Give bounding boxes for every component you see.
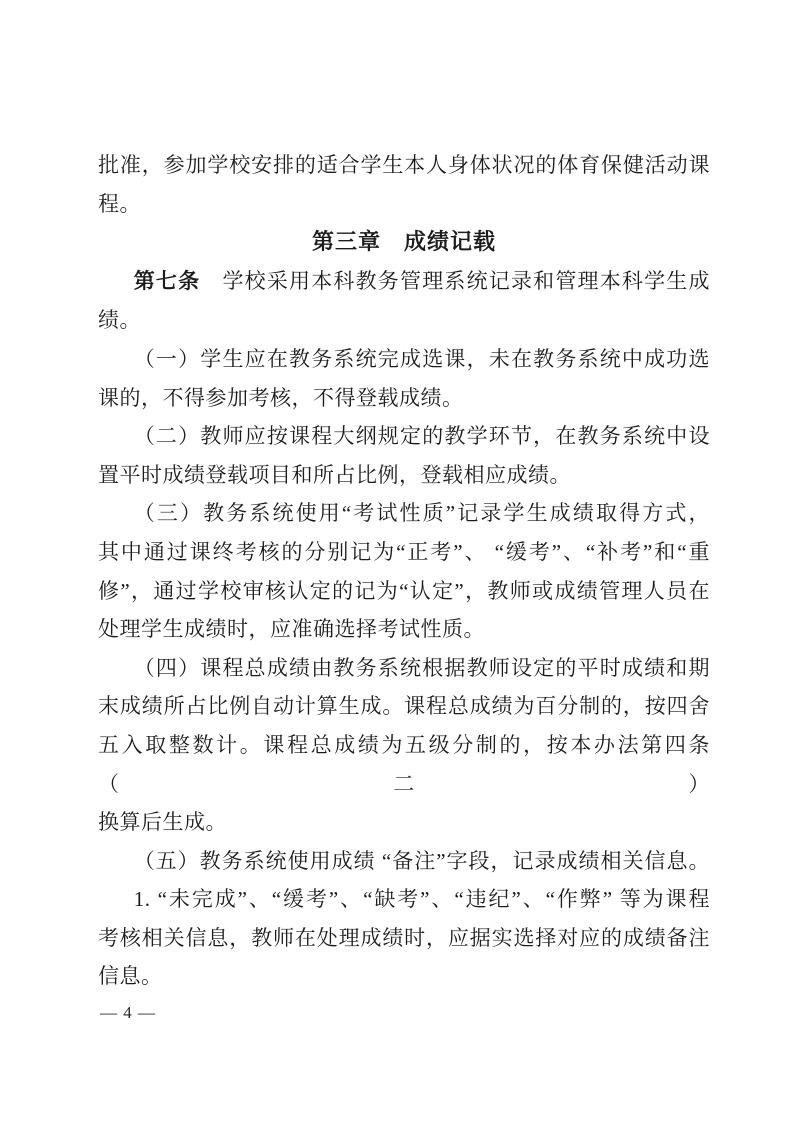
text-line: （四）课程总成绩由教务系统根据教师设定的平时成绩和期 (133, 655, 710, 680)
text-line: 程。 (98, 191, 141, 216)
paragraph (98, 880, 710, 996)
paragraph (98, 494, 710, 648)
text-line: 换算后生成。 (98, 810, 227, 835)
paragraph (98, 842, 710, 881)
paragraph (98, 340, 710, 417)
text-line: 绩。 (98, 308, 141, 333)
text-line: 1. “未完成”、“缓考”、“缺考”、“违纪”、“作弊” 等为课程 (133, 887, 710, 912)
paragraph (98, 417, 710, 494)
text-line: 处理学生成绩时，应准确选择考试性质。 (98, 617, 485, 642)
page-number: — 4 — (100, 1003, 156, 1022)
paragraph (98, 262, 710, 340)
text-line: 信息。 (98, 964, 163, 989)
document-body (98, 146, 710, 996)
text-line: （五）教务系统使用成绩 “备注”字段，记录成绩相关信息。 (133, 848, 710, 873)
paragraph (98, 146, 710, 223)
text-line: 置平时成绩登载项目和所占比例，登载相应成绩。 (98, 462, 571, 487)
paragraph (98, 649, 710, 842)
text-line: 修”，通过学校审核认定的记为“认定”，教师或成绩管理人员在 (98, 578, 710, 603)
section-heading: 第三章 成绩记载 (311, 229, 496, 255)
text-line: 考核相关信息，教师在处理成绩时，应据实选择对应的成绩备注 (98, 925, 710, 950)
text-line: 课的，不得参加考核，不得登载成绩。 (98, 385, 464, 410)
text-line: （一）学生应在教务系统完成选课，未在教务系统中成功选 (133, 346, 710, 371)
text-line: 批准，参加学校安排的适合学生本人身体状况的体育保健活动课 (98, 153, 710, 177)
text-line: 五入取整数计。课程总成绩为五级分制的，按本办法第四条（二） (98, 732, 710, 796)
page-footer (100, 1003, 156, 1023)
text-line: 第七条 学校采用本科教务管理系统记录和管理本科学生成 (133, 268, 710, 293)
text-line: （三）教务系统使用“考试性质”记录学生成绩取得方式， (133, 501, 710, 526)
text-line: 末成绩所占比例自动计算生成。课程总成绩为百分制的，按四舍 (98, 694, 710, 719)
text-line: （二）教师应按课程大纲规定的教学环节，在教务系统中设 (133, 424, 710, 449)
bold-lead: 第七条 (133, 269, 201, 293)
text-line: 其中通过课终考核的分别记为“正考”、 “缓考”、“补考”和“重 (98, 539, 710, 564)
